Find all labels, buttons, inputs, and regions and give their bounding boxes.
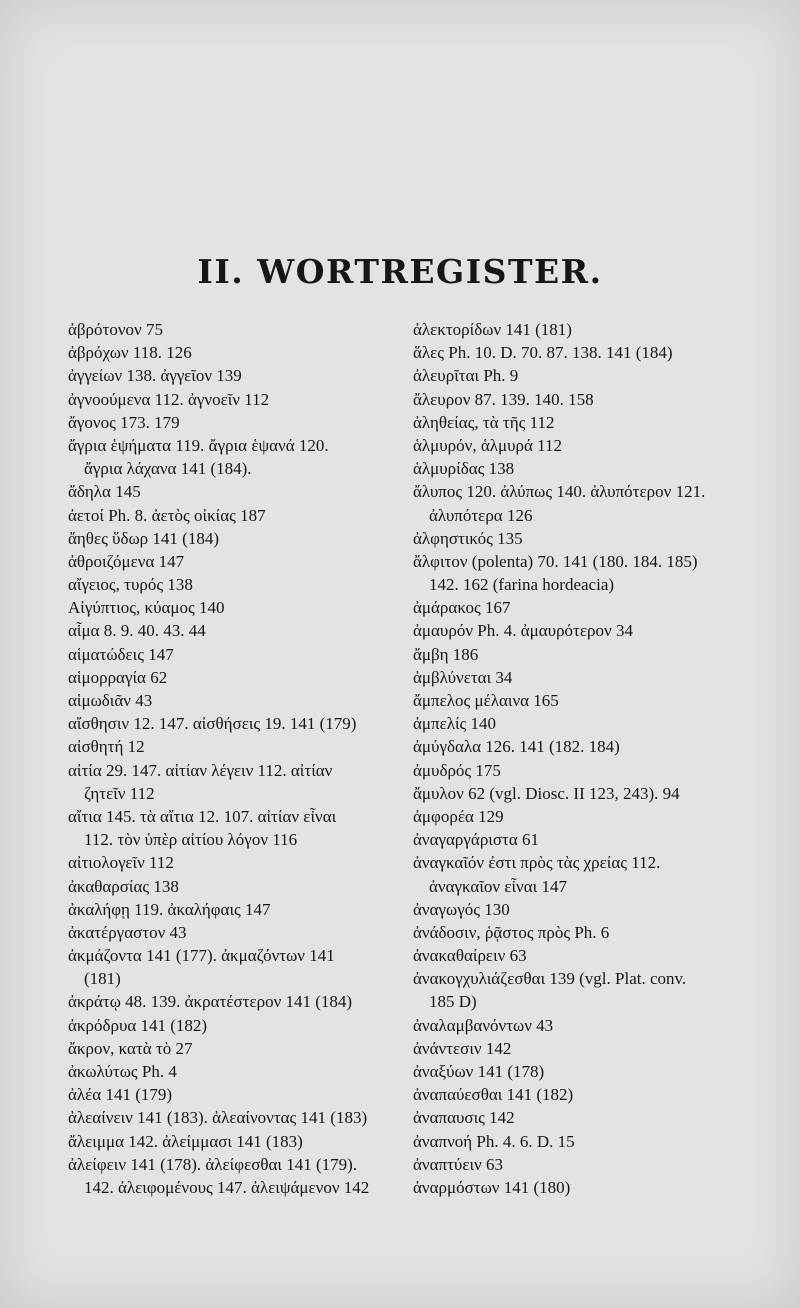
index-entry: ἄηθες ὕδωρ 141 (184) (68, 528, 219, 548)
index-entry: αἰτία 29. 147. αἰτίαν λέγειν 112. αἰτίαν (68, 760, 333, 780)
index-entry: αἱμορραγία 62 (68, 667, 168, 687)
index-entry: ἄγρια λάχανα 141 (184). (84, 459, 252, 479)
index-entry: ἄγονος 173. 179 (68, 412, 180, 432)
index-entry: ἀναρμόστων 141 (180) (413, 1177, 571, 1197)
index-entry: ἀμύγδαλα 126. 141 (182. 184) (413, 737, 620, 757)
index-entry: ἀβρόχων 118. 126 (68, 343, 192, 363)
index-entry: ἄλυπος 120. ἀλύπως 140. ἀλυπότερον 121. (413, 482, 706, 502)
index-entry: ἀκατέργαστον 43 (68, 922, 187, 942)
page-title: II. WORTREGISTER. (197, 252, 603, 291)
index-entry: ἀμυδρός 175 (413, 760, 501, 780)
index-entry: ἀναξύων 141 (178) (413, 1062, 545, 1081)
index-entry: ἄδηλα 145 (68, 482, 141, 502)
index-entry: αἴτια 145. τὰ αἴτια 12. 107. αἰτίαν εἶναι (68, 806, 337, 826)
index-entry: ἀληθείας, τὰ τῆς 112 (413, 412, 555, 432)
index-entry: ἀναπαυσις 142 (413, 1108, 515, 1128)
index-entry: ἀλείφειν 141 (178). ἀλείφεσθαι 141 (179). (68, 1154, 358, 1174)
index-entry: ἀκωλύτως Ph. 4 (68, 1062, 177, 1081)
index-entry: ἄμβη 186 (413, 644, 479, 664)
index-entry: ἀναπτύειν 63 (413, 1154, 503, 1174)
index-entry: ἄμυλον 62 (vgl. Diosc. II 123, 243). 94 (413, 783, 680, 803)
index-entry: ἀμάρακος 167 (413, 598, 511, 618)
index-entry: ἀνάδοσιν, ῥᾷστος πρὸς Ph. 6 (413, 922, 610, 942)
index-entry: ἀμαυρόν Ph. 4. ἀμαυρότερον 34 (413, 621, 633, 641)
index-entry: αἴσθησιν 12. 147. αἰσθήσεις 19. 141 (179) (68, 714, 357, 734)
index-entry: ἀλεκτορίδων 141 (181) (413, 320, 572, 339)
index-entry: αἰτιολογεῖν 112 (68, 853, 174, 873)
index-entry: αἴγειος, τυρός 138 (68, 575, 193, 595)
index-entry: ἄλφιτον (polenta) 70. 141 (180. 184. 185) (413, 551, 698, 571)
index-entry: ἀθροιζόμενα 147 (68, 551, 185, 571)
index-entry: ἄκρον, κατὰ τὸ 27 (68, 1038, 193, 1058)
index-entry: ἀναγκαῖον εἶναι 147 (429, 876, 567, 896)
index-entry: ἀκαθαρσίας 138 (68, 876, 179, 896)
index-entry: ἀνάντεσιν 142 (413, 1038, 512, 1058)
index-entry: ἄμπελος μέλαινα 165 (413, 691, 559, 710)
index-entry: ἅλες Ph. 10. D. 70. 87. 138. 141 (184) (413, 343, 673, 363)
index-entry: ἀγνοούμενα 112. ἀγνοεῖν 112 (68, 389, 270, 409)
index-entry: ἀλεαίνειν 141 (183). ἀλεαίνοντας 141 (183) (68, 1108, 368, 1128)
index-entry: ἀμβλύνεται 34 (413, 667, 513, 687)
index-entry: ἄλειμμα 142. ἀλείμμασι 141 (183) (68, 1131, 303, 1151)
index-entry: ἀμφορέα 129 (413, 806, 504, 826)
index-entry: ἄγρια ἑψήματα 119. ἄγρια ἑψανά 120. (68, 435, 329, 455)
index-entry: ἀμπελίς 140 (413, 714, 497, 734)
index-entry: αἷμα 8. 9. 40. 43. 44 (68, 621, 206, 641)
index-entry: 142. ἀλειφομένους 147. ἀλειψάμενον 142 (84, 1177, 370, 1197)
index-entry: ἀκράτῳ 48. 139. ἀκρατέστερον 141 (184) (68, 992, 353, 1012)
index-entry: ἀλυπότερα 126 (429, 505, 533, 525)
index-entry: ἀνακαθαίρειν 63 (413, 946, 527, 966)
index-entry: ἀναγαργάριστα 61 (413, 830, 540, 850)
index-entry: ἀναπαύεσθαι 141 (182) (413, 1085, 574, 1105)
index-entry: ζητεῖν 112 (84, 783, 155, 803)
index-entry: Αἰγύπτιος, κύαμος 140 (68, 598, 225, 618)
index-entry: ἀναγκαῖόν ἐστι πρὸς τὰς χρείας 112. (413, 853, 661, 873)
index-entry: 185 D) (429, 992, 477, 1012)
index-entry: αἱματώδεις 147 (68, 644, 174, 664)
index-entry: ἀετοί Ph. 8. ἀετὸς οἰκίας 187 (68, 505, 266, 525)
index-entry: 142. 162 (farina hordeacia) (429, 575, 615, 595)
index-entry: 112. τὸν ὑπὲρ αἰτίου λόγον 116 (84, 830, 298, 850)
index-entry: ἄλευρον 87. 139. 140. 158 (413, 389, 594, 409)
index-entry: ἀνακογχυλιάζεσθαι 139 (vgl. Plat. conv. (413, 969, 687, 989)
index-entry: ἁλμυρόν, ἁλμυρά 112 (413, 435, 563, 455)
index-entry: ἀκμάζοντα 141 (177). ἀκμαζόντων 141 (68, 946, 335, 966)
index-entry: ἀβρότονον 75 (68, 320, 163, 339)
index-entry: ἀκαλήφῃ 119. ἀκαλήφαις 147 (68, 899, 271, 919)
index-column-left (68, 318, 378, 1199)
index-entry: ἀλέα 141 (179) (68, 1085, 173, 1105)
index-entry: ἀναγωγός 130 (413, 899, 510, 919)
index-entry: ἀναπνοή Ph. 4. 6. D. 15 (413, 1131, 575, 1151)
index-entry: ἁλμυρίδας 138 (413, 459, 515, 479)
index-entry: αἰσθητή 12 (68, 737, 145, 757)
index-entry: (181) (84, 969, 121, 989)
index-entry: ἀκρόδρυα 141 (182) (68, 1015, 208, 1035)
index-entry: ἀγγείων 138. ἀγγεῖον 139 (68, 366, 242, 386)
index-entry: αἱμωδιᾶν 43 (68, 691, 153, 710)
index-column-right (413, 318, 723, 1199)
index-entry: ἀλευρῖται Ph. 9 (413, 366, 519, 386)
index-entry: ἀναλαμβανόντων 43 (413, 1015, 554, 1035)
index-entry: ἀλφηστικός 135 (413, 528, 523, 548)
